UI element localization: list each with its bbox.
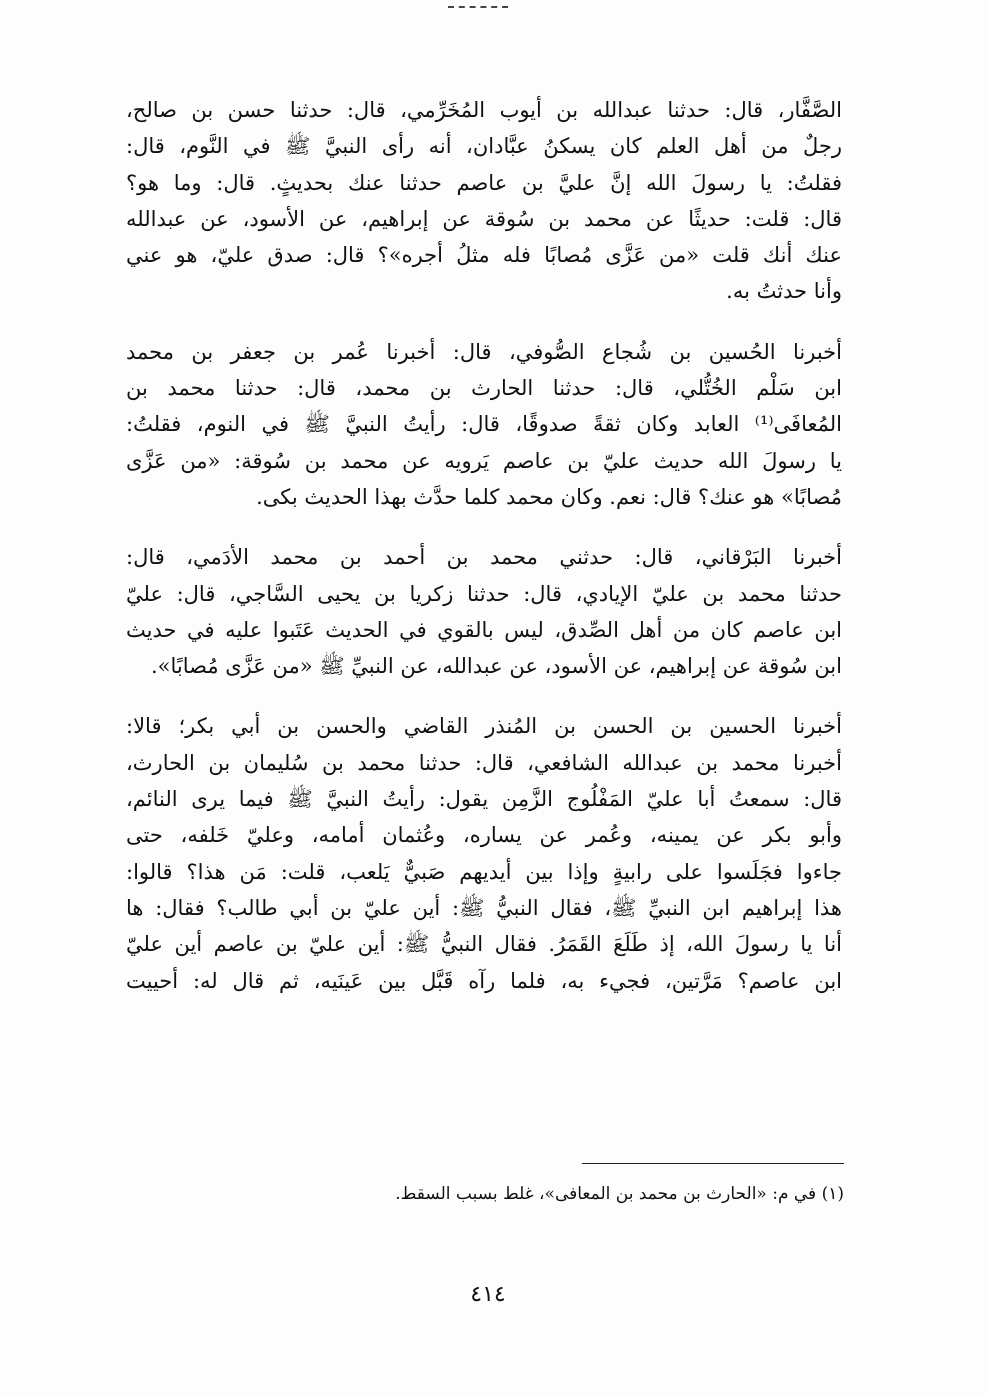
paragraph-1 bbox=[126, 92, 842, 310]
text-line: قال: سمعتُ أبا عليّ المَفْلُوج الزَّمِن يقول: رأيتُ النبيَّ ﷺ فيما يرى النائم، bbox=[126, 787, 842, 812]
main-text bbox=[126, 92, 842, 1023]
paragraph-2 bbox=[126, 334, 842, 515]
text-line: أنا يا رسولَ الله، إذ طَلَعَ القَمَرُ. فقال النبيُّ ﷺ: أين عليّ بن عاصم أين عليّ bbox=[126, 932, 842, 957]
paragraph-4 bbox=[126, 708, 842, 998]
text-line: هذا إبراهيم ابن النبيِّ ﷺ، فقال النبيُّ ﷺ: أين عليّ بن أبي طالب؟ فقال: ها bbox=[126, 895, 842, 920]
text-line: وأنا حدثتُ به. bbox=[726, 279, 842, 304]
text-line: ابن سَلْم الخُتُّلي، قال: حدثنا الحارث بن محمد، قال: حدثنا محمد بن bbox=[126, 376, 842, 401]
text-line: أخبرنا البَرْقاني، قال: حدثني محمد بن أحمد بن محمد الأدَمي، قال: bbox=[126, 545, 842, 570]
text-line: أخبرنا الحُسين بن شُجاع الصُّوفي، قال: أخبرنا عُمر بن جعفر بن محمد bbox=[126, 339, 842, 364]
text-line: وأبو بكر عن يمينه، وعُمر عن يساره، وعُثمان أمامه، وعليّ خَلفه، حتى bbox=[126, 823, 842, 848]
text-line: أخبرنا محمد بن عبدالله الشافعي، قال: حدثنا محمد بن سُليمان بن الحارث، bbox=[126, 750, 842, 775]
text-line: الصَّفَّار، قال: حدثنا عبدالله بن أيوب المُخَرِّمي، قال: حدثنا حسن بن صالح، bbox=[126, 98, 842, 122]
top-dashed-mark bbox=[448, 6, 508, 8]
page-number: ٤١٤ bbox=[470, 1282, 506, 1307]
text-line: قال: قلت: حديثًا عن محمد بن سُوقة عن إبراهيم، عن الأسود، عن عبدالله bbox=[126, 206, 842, 231]
text-line: ابن عاصم كان من أهل الصِّدق، ليس بالقوي في الحديث عَتَبوا عليه في حديث bbox=[126, 617, 842, 642]
text-line: ابن سُوقة عن إبراهيم، عن الأسود، عن عبدالله، عن النبيِّ ﷺ «من عَزَّى مُصابًا». bbox=[150, 654, 842, 679]
footnote: (١) في م: «الحارث بن محمد بن المعافى»، غلط بسبب السقط. bbox=[395, 1184, 844, 1204]
text-line: فقلتُ: يا رسولَ الله إنَّ عليَّ بن عاصم حدثنا عنك بحديثٍ. قال: وما هو؟ bbox=[126, 170, 842, 195]
text-line: مُصابًا» هو عنك؟ قال: نعم. وكان محمد كلما حدَّث بهذا الحديث بكى. bbox=[256, 484, 842, 509]
paragraph-3 bbox=[126, 539, 842, 684]
text-line: أخبرنا الحسين بن الحسن بن المُنذر القاضي والحسن بن أبي بكر؛ قالا: bbox=[126, 714, 842, 739]
footnote-separator bbox=[582, 1163, 844, 1164]
text-line: المُعافَى⁽¹⁾ العابد وكان ثقةً صدوقًا، قال: رأيتُ النبيَّ ﷺ في النوم، فقلتُ: bbox=[126, 412, 842, 437]
text-line: يا رسولَ الله حديث عليّ بن عاصم يَرويه عن محمد بن سُوقة: «من عَزَّى bbox=[126, 448, 842, 473]
text-line: ابن عاصم؟ مَرَّتين، فجيء به، فلما رآه قَبَّل بين عَينَيه، ثم قال له: أحييت bbox=[126, 968, 842, 993]
text-line: عنك أنك قلت «من عَزَّى مُصابًا فله مثلُ أجره»؟ قال: صدق عليّ، هو عني bbox=[126, 243, 842, 268]
text-line: جاءوا فجَلَسوا على رابيةٍ وإذا بين أيديهم صَبيٌّ يَلعب، قلت: مَن هذا؟ قالوا: bbox=[126, 859, 842, 884]
text-line: رجلٌ من أهل العلم كان يسكنُ عبَّادان، أنه رأى النبيَّ ﷺ في النَّوم، قال: bbox=[126, 134, 842, 159]
text-line: حدثنا محمد بن عليّ الإيادي، قال: حدثنا زكريا بن يحيى السَّاجي، قال: عليّ bbox=[126, 581, 842, 606]
